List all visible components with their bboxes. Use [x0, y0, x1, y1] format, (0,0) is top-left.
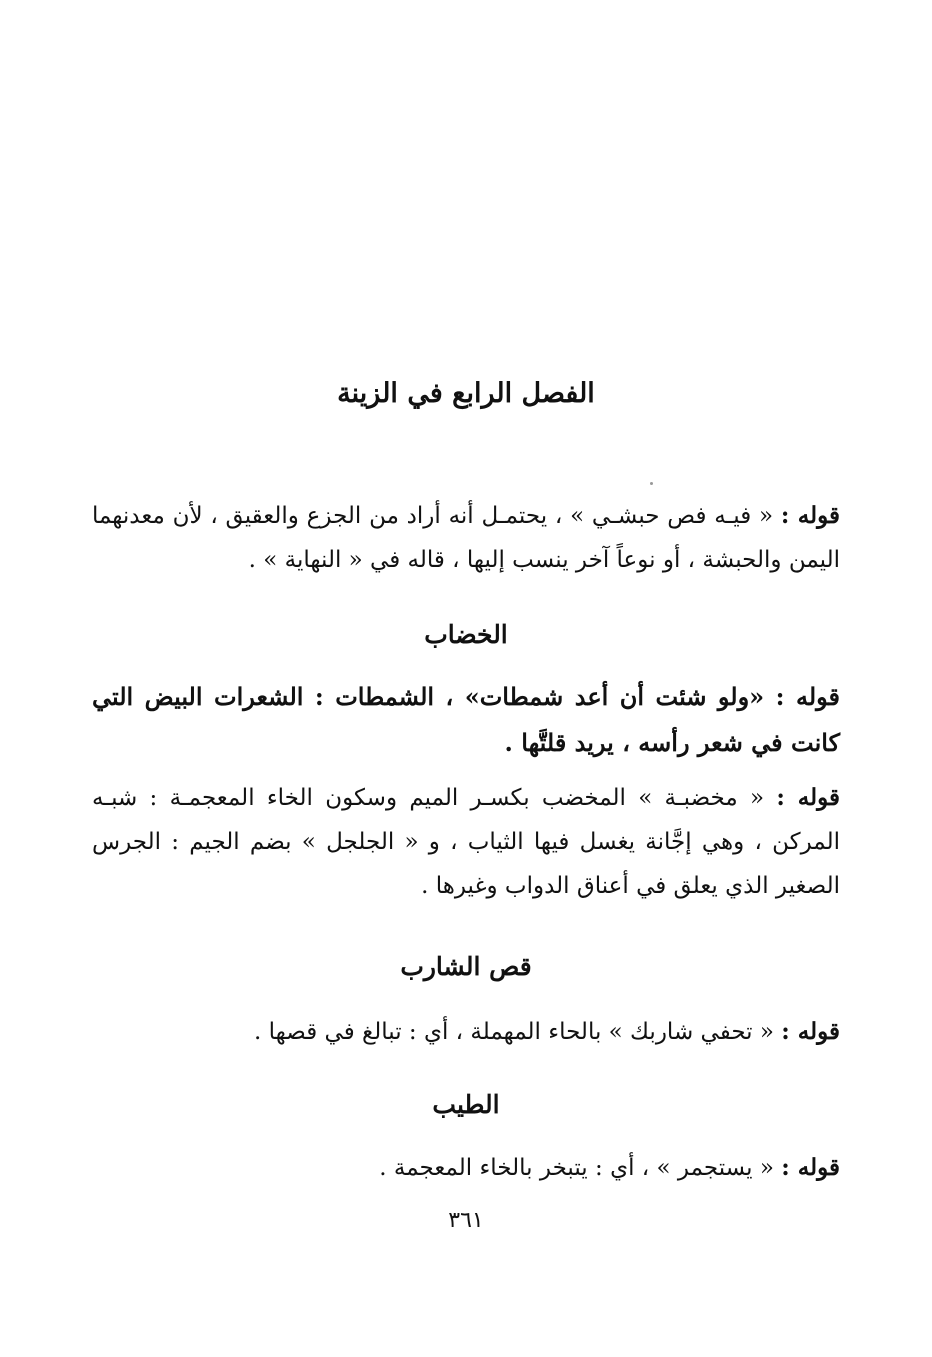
paragraph-text: « يستجمر » ، أي : يتبخر بالخاء المعجمة . — [379, 1155, 782, 1181]
page-number: ٣٦١ — [448, 1208, 484, 1233]
paragraph-lead: قوله : — [780, 502, 840, 529]
chapter-title: الفصل الرابع في الزينة — [337, 378, 595, 409]
paragraph-lead: قوله : — [781, 1018, 840, 1045]
khidab-paragraph-1 — [92, 674, 840, 766]
paragraph-text: « تحفي شاربك » بالحاء المهملة ، أي : تبالغ في قصها . — [254, 1019, 782, 1045]
paragraph-lead: قوله : — [781, 1154, 840, 1181]
paragraph-text: « مخضبـة » المخضب بكسـر الميم وسكون الخاء المعجمـة : شبـه المركن ، وهي إجَّانة يغسل فيها الثياب ، و « الجلجل » بضم الجيم : الجرس الصغير الذي يعلق في أعناق الدواب وغيرها . — [92, 785, 840, 899]
khidab-paragraph-2 — [92, 776, 840, 908]
tib-paragraph — [92, 1146, 840, 1190]
paragraph-text: « فيـه فص حبشـي » ، يحتمـل أنه أراد من الجزع والعقيق ، لأن معدنهما اليمن والحبشة ، أو نوعاً آخر ينسب إليها ، قاله في « النهاية » . — [92, 503, 840, 573]
section-heading-khidab: الخضاب — [424, 620, 508, 649]
scan-speck — [650, 482, 653, 485]
paragraph-text: «ولو شئت أن أعد شمطات» ، الشمطات : الشعرات البيض التي كانت في شعر رأسه ، يريد قلتَّها . — [92, 682, 840, 757]
section-heading-qass: قص الشارب — [400, 952, 532, 981]
qass-paragraph — [92, 1010, 840, 1054]
paragraph-lead: قوله : — [776, 784, 840, 811]
paragraph-lead: قوله : — [775, 682, 840, 711]
section-heading-tib: الطيب — [432, 1090, 500, 1119]
intro-paragraph — [92, 494, 840, 582]
